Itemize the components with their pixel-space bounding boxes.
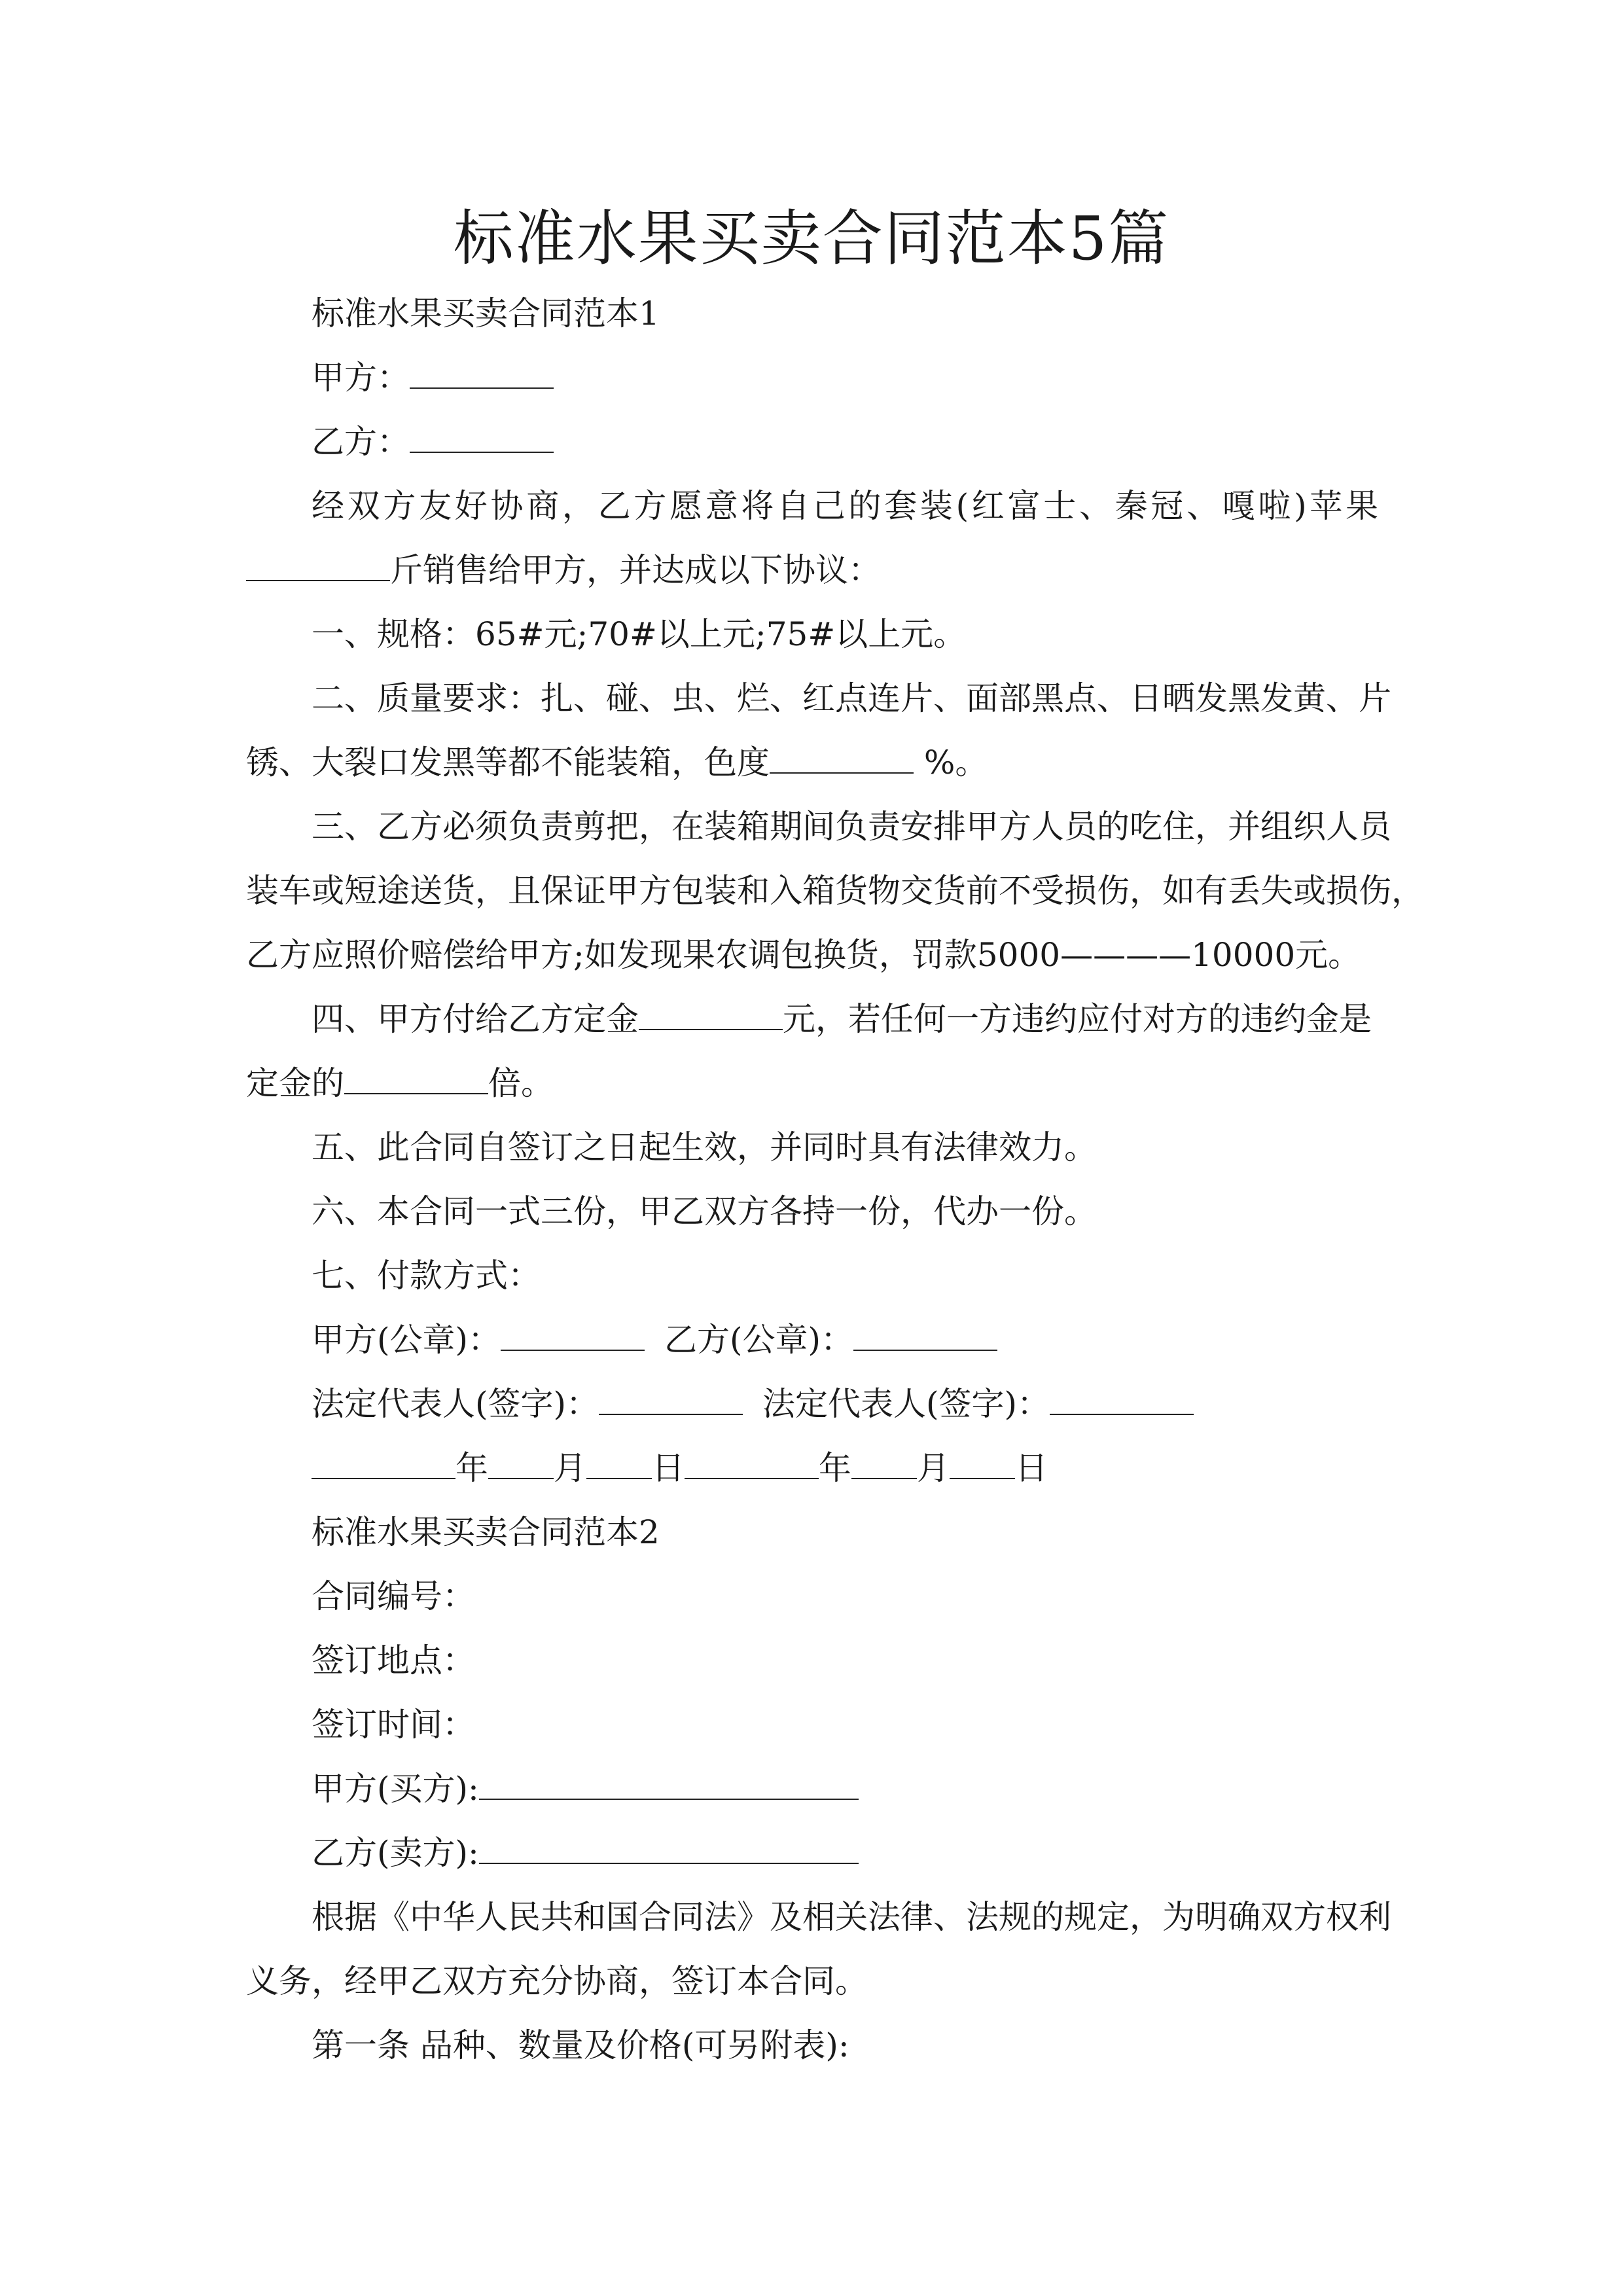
intro-line-2-text: 斤销售给甲方，并达成以下协议： bbox=[390, 551, 881, 589]
document-title: 标准水果买卖合同范本5篇 bbox=[453, 204, 1170, 274]
effect-clause: 五、此合同自签订之日起生效，并同时具有法律效力。 bbox=[312, 1128, 1097, 1166]
percent-sign: %。 bbox=[914, 744, 988, 781]
duty-clause-line-3: 乙方应照价赔偿给甲方;如发现果农调包换货，罚款5000————10000元。 bbox=[246, 936, 1361, 974]
deposit-clause-line-2 bbox=[246, 1063, 1378, 1103]
seal-line bbox=[312, 1319, 1378, 1360]
quality-clause-text: 锈、大裂口发黑等都不能装箱，色度 bbox=[246, 744, 770, 781]
contract-2-heading: 标准水果买卖合同范本2 bbox=[312, 1513, 660, 1551]
seller-label: 乙方(卖方): bbox=[312, 1834, 479, 1872]
seal-b-label: 乙方(公章)： bbox=[664, 1321, 854, 1359]
contract-1-heading: 标准水果买卖合同范本1 bbox=[312, 295, 660, 332]
seller-blank bbox=[479, 1834, 859, 1864]
spec-clause: 一、规格：65#元;70#以上元;75#以上元。 bbox=[312, 615, 967, 653]
day-b-label: 日 bbox=[1015, 1449, 1048, 1487]
month-b-blank bbox=[851, 1449, 917, 1479]
date-line bbox=[312, 1448, 1378, 1488]
color-degree-blank bbox=[770, 744, 914, 774]
day-a-label: 日 bbox=[652, 1449, 685, 1487]
representative-line bbox=[312, 1384, 1378, 1424]
sign-place-label: 签订地点： bbox=[312, 1641, 475, 1679]
deposit-clause-text-a: 四、甲方付给乙方定金 bbox=[312, 1000, 639, 1038]
deposit-clause-text-d: 倍。 bbox=[488, 1064, 554, 1102]
year-b-label: 年 bbox=[819, 1449, 851, 1487]
quantity-blank bbox=[246, 551, 390, 581]
deposit-amount-blank bbox=[639, 1000, 783, 1030]
party-b-label: 乙方： bbox=[312, 423, 410, 461]
party-b-blank bbox=[410, 423, 554, 453]
quality-clause-line-1: 二、质量要求：扎、碰、虫、烂、红点连片、面部黑点、日晒发黑发黄、片 bbox=[312, 679, 1391, 717]
penalty-multiple-blank bbox=[344, 1064, 488, 1094]
basis-line-2: 义务，经甲乙双方充分协商，签订本合同。 bbox=[246, 1962, 868, 2000]
party-a-label: 甲方： bbox=[312, 359, 410, 397]
copies-clause: 六、本合同一式三份，甲乙双方各持一份，代办一份。 bbox=[312, 1193, 1097, 1230]
buyer-line bbox=[312, 1768, 1378, 1809]
year-a-label: 年 bbox=[455, 1449, 488, 1487]
month-a-label: 月 bbox=[554, 1449, 586, 1487]
party-a-line bbox=[312, 357, 1378, 398]
deposit-clause-text-c: 定金的 bbox=[246, 1064, 344, 1102]
rep-b-blank bbox=[1050, 1385, 1194, 1415]
duty-clause-line-1: 三、乙方必须负责剪把，在装箱期间负责安排甲方人员的吃住，并组织人员 bbox=[312, 808, 1391, 846]
day-a-blank bbox=[586, 1449, 652, 1479]
rep-a-blank bbox=[599, 1385, 743, 1415]
month-a-blank bbox=[488, 1449, 554, 1479]
deposit-clause-line-1 bbox=[312, 999, 1378, 1039]
rep-a-label: 法定代表人(签字)： bbox=[312, 1385, 599, 1423]
buyer-label: 甲方(买方): bbox=[312, 1770, 479, 1808]
year-a-blank bbox=[312, 1449, 455, 1479]
contract-number-label: 合同编号： bbox=[312, 1577, 475, 1615]
rep-b-label: 法定代表人(签字)： bbox=[762, 1385, 1050, 1423]
seal-a-label: 甲方(公章)： bbox=[312, 1321, 501, 1359]
seller-line bbox=[312, 1833, 1378, 1873]
party-a-blank bbox=[410, 359, 554, 389]
intro-line-2 bbox=[246, 550, 1378, 590]
day-b-blank bbox=[950, 1449, 1015, 1479]
buyer-blank bbox=[479, 1770, 859, 1800]
sign-time-label: 签订时间： bbox=[312, 1706, 475, 1744]
year-b-blank bbox=[685, 1449, 819, 1479]
quality-clause-line-2 bbox=[246, 742, 1378, 783]
intro-line-1: 经双方友好协商，乙方愿意将自己的套装(红富士、秦冠、嘎啦)苹果 bbox=[312, 487, 1378, 525]
deposit-clause-text-b: 元，若任何一方违约应付对方的违约金是 bbox=[783, 1000, 1372, 1038]
seal-a-blank bbox=[501, 1321, 645, 1351]
month-b-label: 月 bbox=[917, 1449, 950, 1487]
article-1-heading: 第一条 品种、数量及价格(可另附表): bbox=[312, 2026, 849, 2064]
party-b-line bbox=[312, 422, 1378, 462]
duty-clause-line-2: 装车或短途送货，且保证甲方包装和入箱货物交货前不受损伤，如有丢失或损伤， bbox=[246, 872, 1424, 910]
seal-b-blank bbox=[853, 1321, 997, 1351]
basis-line-1: 根据《中华人民共和国合同法》及相关法律、法规的规定，为明确双方权利 bbox=[312, 1898, 1391, 1936]
payment-clause: 七、付款方式： bbox=[312, 1257, 541, 1295]
